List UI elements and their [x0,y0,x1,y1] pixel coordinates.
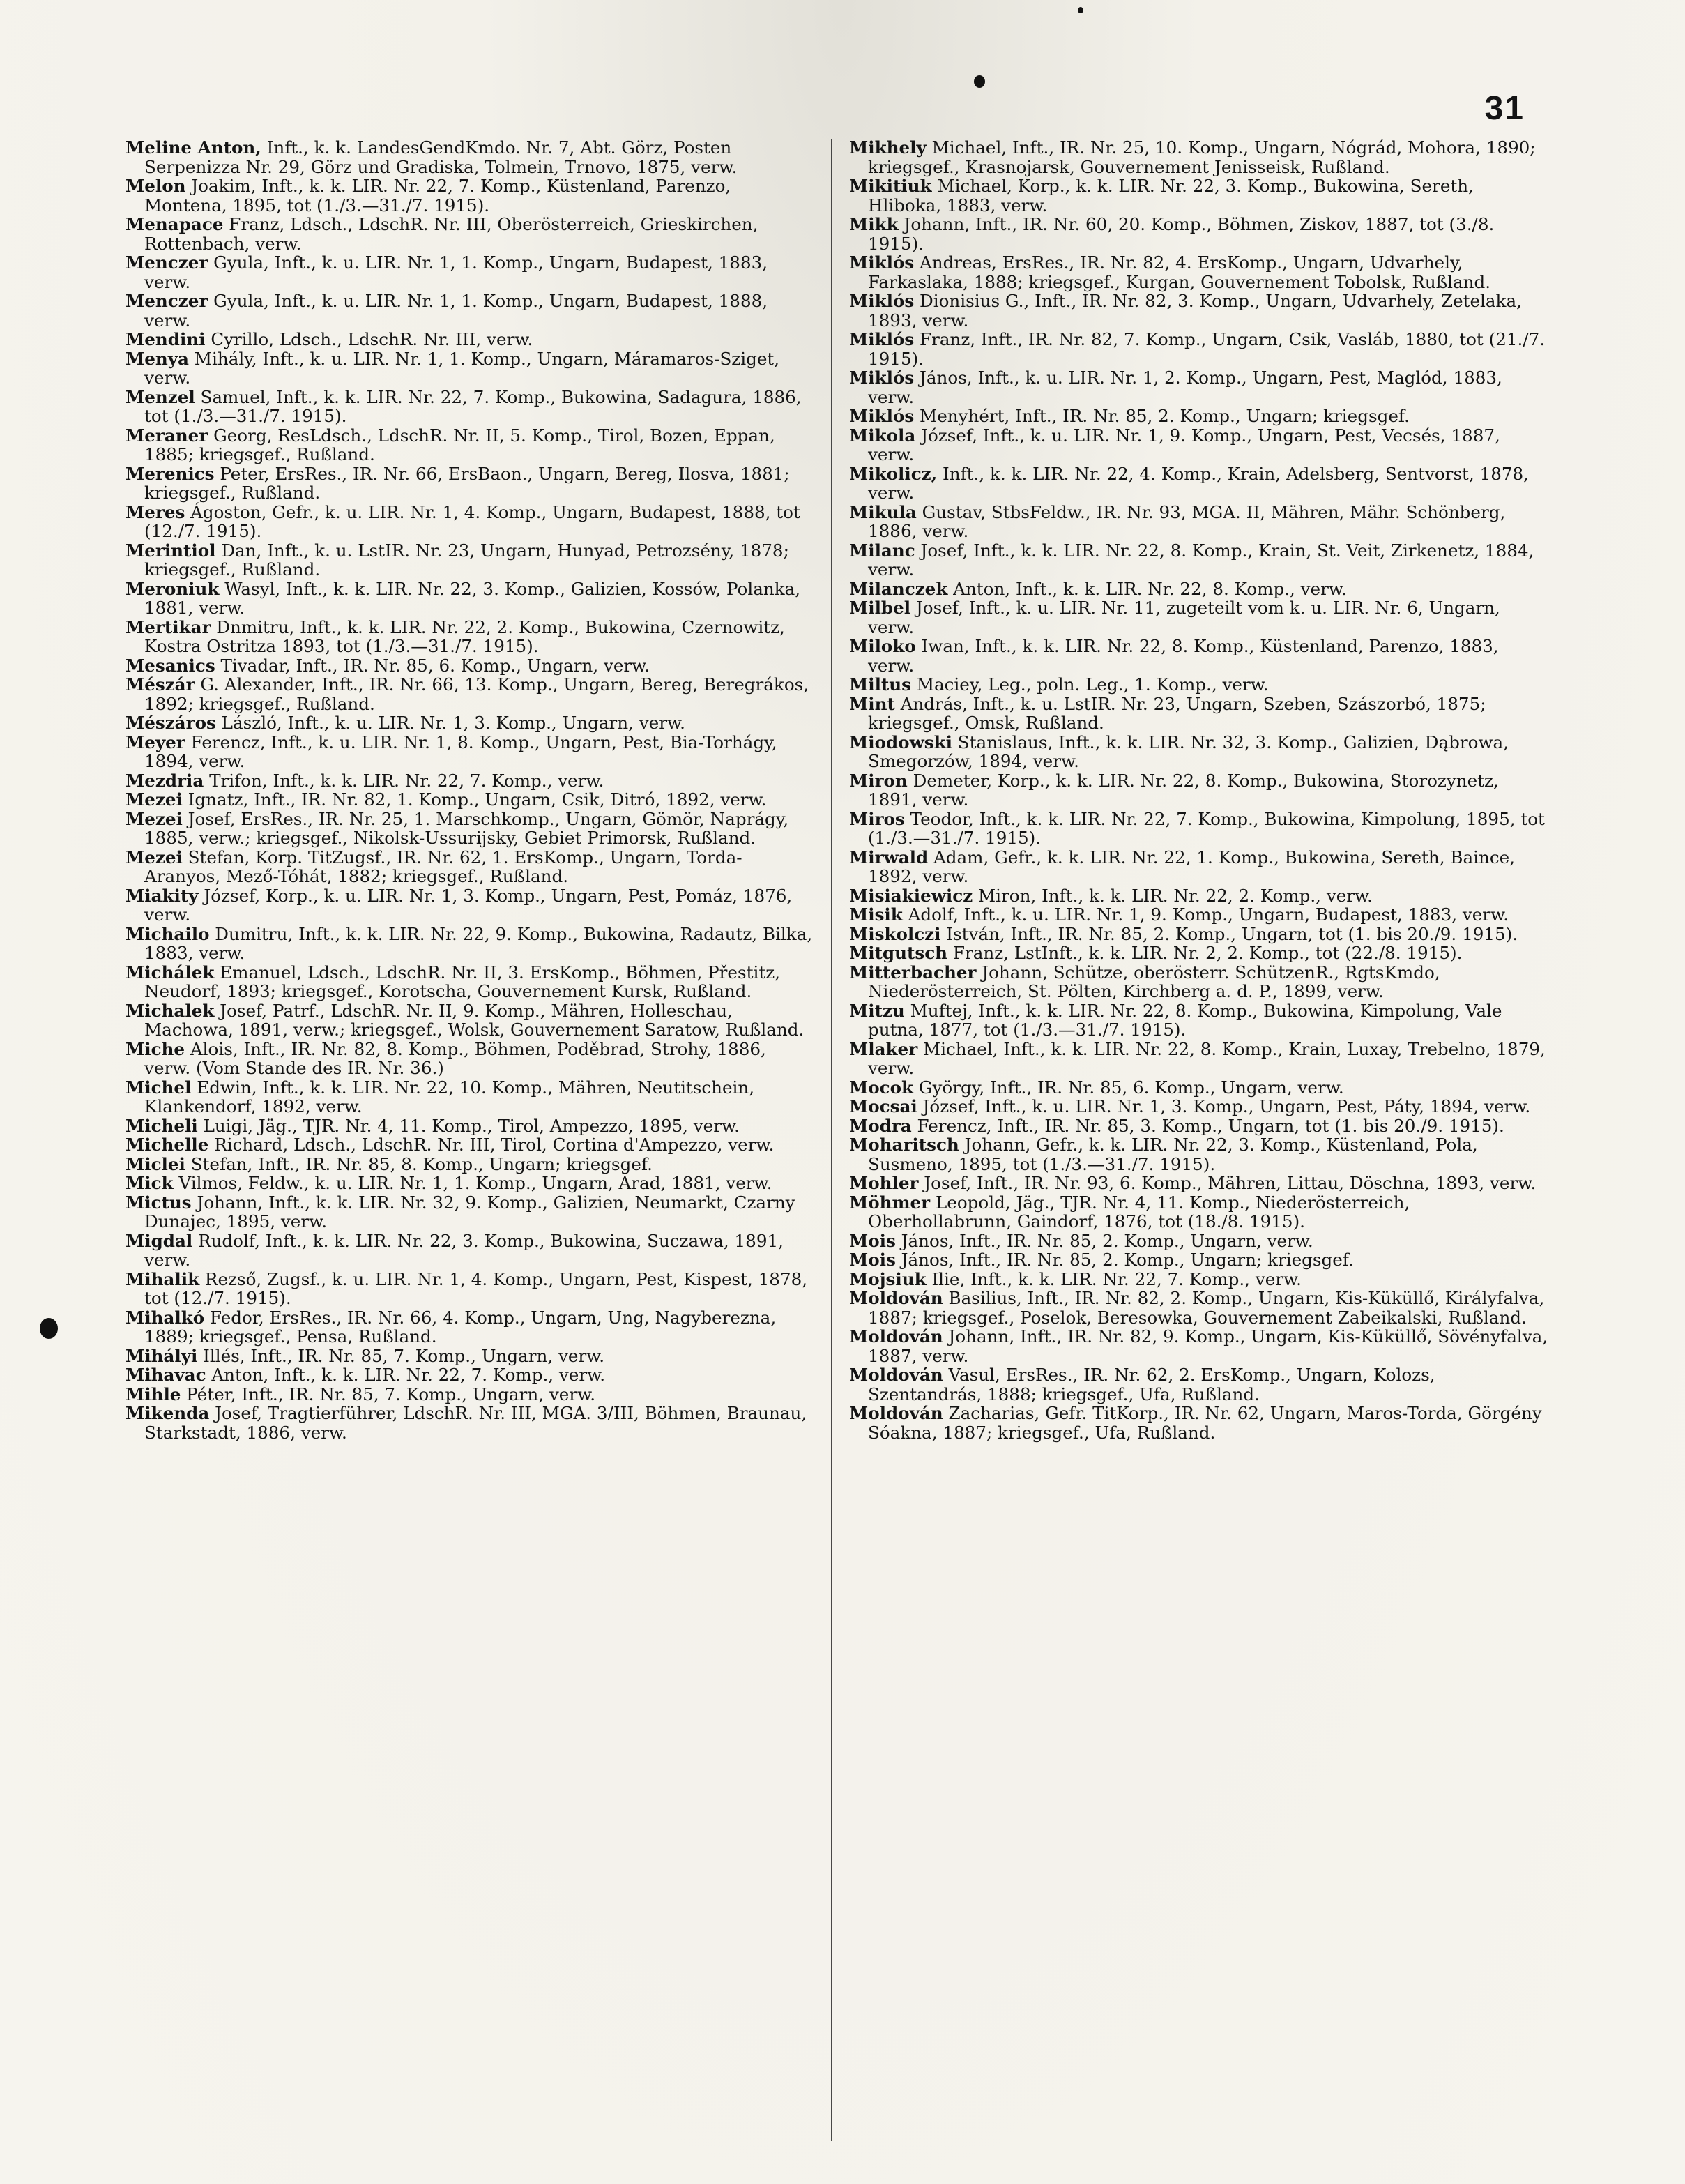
entry-details: István, Inft., IR. Nr. 85, 2. Komp., Ungarn, tot (1. bis 20./9. 1915). [940,923,1518,944]
register-entry [849,1135,1550,1174]
entry-surname: Menczer [125,291,208,311]
entry-surname: Möhmer [849,1192,931,1213]
register-entry [125,1078,816,1116]
register-entry [125,886,816,925]
entry-surname: Moldován [849,1288,943,1308]
entry-surname: Meraner [125,425,208,446]
register-entry [125,1347,816,1366]
register-entry [849,943,1550,963]
entry-surname: Miklós [849,329,915,349]
entry-details: György, Inft., IR. Nr. 85, 6. Komp., Ungarn, verw. [913,1077,1344,1098]
entry-surname: Mezei [125,808,183,829]
register-entry [125,1135,816,1155]
entry-details: Franz, LstInft., k. k. LIR. Nr. 2, 2. Komp., tot (22./8. 1915). [947,943,1463,963]
entry-surname: Micheli [125,1115,198,1136]
register-entry [125,138,816,176]
entry-surname: Mihle [125,1383,181,1404]
entry-details: Johann, Gefr., k. k. LIR. Nr. 22, 3. Komp., Küstenland, Pola, Susmeno, 1895, tot (1./3.—31./7. 1915). [868,1135,1478,1174]
register-entry [849,771,1550,810]
entry-surname: Milanczek [849,578,948,599]
entry-details: Adam, Gefr., k. k. LIR. Nr. 22, 1. Komp., Bukowina, Sereth, Baince, 1892, verw. [868,847,1515,886]
entry-surname: Mezdria [125,770,204,791]
entry-surname: Mikk [849,214,899,234]
entry-surname: Mitterbacher [849,962,977,983]
entry-details: Ágoston, Gefr., k. u. LIR. Nr. 1, 4. Komp., Ungarn, Budapest, 1888, tot (12./7. 1915). [144,501,800,541]
register-entry [125,253,816,291]
register-entry [125,675,816,713]
entry-details: Johann, Inft., IR. Nr. 60, 20. Komp., Böhmen, Ziskov, 1887, tot (3./8. 1915). [868,214,1495,254]
entry-details: Dionisius G., Inft., IR. Nr. 82, 3. Komp., Ungarn, Udvarhely, Zetelaka, 1893, verw. [868,291,1522,331]
register-entry [125,388,816,426]
entry-surname: Mikolicz, [849,463,938,484]
entry-details: Ferencz, Inft., k. u. LIR. Nr. 1, 8. Komp., Ungarn, Pest, Bia-Torhágy, 1894, verw. [144,731,777,771]
entry-details: Joakim, Inft., k. k. LIR. Nr. 22, 7. Komp., Küstenland, Parenzo, Montena, 1895, tot (1./3.—31./7. 1915). [144,176,731,215]
register-entry [849,1078,1550,1098]
entry-details: Josef, Inft., k. k. LIR. Nr. 22, 8. Komp., Krain, St. Veit, Zirkenetz, 1884, verw. [868,540,1534,579]
register-entry [125,349,816,388]
entry-details: Luigi, Jäg., TJR. Nr. 4, 11. Komp., Tirol, Ampezzo, 1895, verw. [197,1115,740,1136]
entry-surname: Mois [849,1250,896,1270]
entry-surname: Mlaker [849,1038,918,1059]
entry-surname: Misik [849,904,903,925]
register-entry [125,848,816,886]
entry-surname: Miclei [125,1153,185,1174]
register-entry [125,1174,816,1193]
register-entry [125,1231,816,1270]
entry-surname: Michelle [125,1135,209,1155]
register-entry [849,253,1550,291]
register-entry [849,848,1550,886]
entry-details: Iwan, Inft., k. k. LIR. Nr. 22, 8. Komp., Küstenland, Parenzo, 1883, verw. [868,636,1499,676]
register-entry [849,925,1550,944]
entry-surname: Merenics [125,463,215,484]
register-entry [125,1365,816,1385]
entry-details: Anton, Inft., k. k. LIR. Nr. 22, 7. Komp., verw. [206,1365,606,1385]
entry-details: József, Korp., k. u. LIR. Nr. 1, 3. Komp., Ungarn, Pest, Pomáz, 1876, verw. [144,885,793,925]
register-entry [849,1193,1550,1231]
entry-surname: Mocsai [849,1096,917,1116]
entry-surname: Menczer [125,252,208,273]
entry-details: János, Inft., IR. Nr. 85, 2. Komp., Ungarn, verw. [895,1230,1313,1251]
register-entry [125,1270,816,1308]
register-entry [849,905,1550,925]
entry-details: Muftej, Inft., k. k. LIR. Nr. 22, 8. Komp., Bukowina, Kimpolung, Vale putna, 1877, tot (1./3.—31./7. 1915). [868,1000,1502,1040]
entry-surname: Miakity [125,885,199,906]
entry-surname: Mihalkó [125,1307,205,1328]
entry-details: Rudolf, Inft., k. k. LIR. Nr. 22, 3. Komp., Bukowina, Suczawa, 1891, verw. [144,1230,784,1270]
register-entry [849,1231,1550,1251]
register-entry [849,1174,1550,1193]
entry-surname: Mihalik [125,1268,200,1289]
entry-surname: Migdal [125,1230,193,1251]
entry-surname: Mendini [125,329,206,349]
entry-surname: Miklós [849,367,915,388]
register-entry [125,1308,816,1347]
entry-details: Dan, Inft., k. u. LstIR. Nr. 23, Ungarn, Hunyad, Petrozsény, 1878; kriegsgef., Rußland. [144,540,789,579]
entry-details: Franz, Inft., IR. Nr. 82, 7. Komp., Ungarn, Csik, Vasláb, 1880, tot (21./7. 1915). [868,329,1546,369]
entry-details: Josef, Patrf., LdschR. Nr. II, 9. Komp., Mähren, Holleschau, Machowa, 1891, verw.; kriegsgef., Wolsk, Gouvernement Saratow, Rußland. [144,1000,805,1040]
register-entry [125,656,816,676]
entry-surname: Moldován [849,1326,943,1347]
register-entry [125,426,816,464]
column-divider [831,139,832,2141]
entry-details: Illés, Inft., IR. Nr. 85, 7. Komp., Ungarn, verw. [197,1345,605,1366]
entry-surname: Moharitsch [849,1135,959,1155]
entry-details: Ilie, Inft., k. k. LIR. Nr. 22, 7. Komp., verw. [926,1268,1302,1289]
right-column [849,138,1550,1442]
entry-surname: Mezei [125,789,183,810]
entry-details: Emanuel, Ldsch., LdschR. Nr. II, 3. ErsKomp., Böhmen, Přestitz, Neudorf, 1893; kriegsgef., Korotscha, Gouvernement Kursk, Rußland. [144,962,780,1001]
register-entry [125,291,816,330]
entry-details: Josef, Tragtierführer, LdschR. Nr. III, MGA. 3/III, Böhmen, Braunau, Starkstadt, 1886, verw. [144,1403,807,1443]
register-entry [849,176,1550,215]
register-entry [125,1385,816,1404]
entry-surname: Miros [849,808,905,829]
entry-details: Menyhért, Inft., IR. Nr. 85, 2. Komp., Ungarn; kriegsgef. [914,406,1410,426]
entry-details: Josef, Inft., k. u. LIR. Nr. 11, zugeteilt vom k. u. LIR. Nr. 6, Ungarn, verw. [868,598,1500,637]
entry-details: Michael, Inft., IR. Nr. 25, 10. Komp., Ungarn, Nógrád, Mohora, 1890; kriegsgef., Krasnojarsk, Gouvernement Jenisseisk, Rußland. [868,137,1536,177]
entry-surname: Miskolczi [849,923,941,944]
entry-details: Josef, Inft., IR. Nr. 93, 6. Komp., Mähren, Littau, Döschna, 1893, verw. [918,1173,1537,1193]
entry-details: Franz, Ldsch., LdschR. Nr. III, Oberösterreich, Grieskirchen, Rottenbach, verw. [144,214,758,254]
entry-details: Maciey, Leg., poln. Leg., 1. Komp., verw. [911,674,1269,695]
register-entry [125,790,816,810]
register-entry [849,1250,1550,1270]
entry-surname: Meroniuk [125,578,220,599]
entry-surname: Mohler [849,1173,919,1193]
register-entry [849,1116,1550,1136]
register-entry [849,215,1550,253]
entry-details: János, Inft., k. u. LIR. Nr. 1, 2. Komp., Ungarn, Pest, Maglód, 1883, verw. [868,367,1502,407]
register-entry [849,637,1550,675]
ink-speck [40,1318,58,1339]
entry-details: Samuel, Inft., k. k. LIR. Nr. 22, 7. Komp., Bukowina, Sadagura, 1886, tot (1./3.—31./7. 1915). [144,386,802,426]
register-entry [849,464,1550,503]
entry-details: Johann, Inft., k. k. LIR. Nr. 32, 9. Komp., Galizien, Neumarkt, Czarny Dunajec, 1895, verw. [144,1192,795,1231]
register-entry [849,810,1550,848]
register-entry [849,675,1550,695]
entry-details: Dumitru, Inft., k. k. LIR. Nr. 22, 9. Komp., Bukowina, Radautz, Bilka, 1883, verw. [144,923,813,963]
entry-surname: Modra [849,1115,912,1136]
entry-surname: Mertikar [125,616,211,637]
entry-surname: Mirwald [849,847,929,867]
ink-speck [974,75,985,88]
register-entry [125,503,816,541]
register-entry [849,579,1550,599]
entry-surname: Miklós [849,406,915,426]
entry-details: Ferencz, Inft., IR. Nr. 85, 3. Komp., Ungarn, tot (1. bis 20./9. 1915). [911,1115,1504,1136]
entry-details: Anton, Inft., k. k. LIR. Nr. 22, 8. Komp., verw. [947,578,1347,599]
entry-details: Zacharias, Gefr. TitKorp., IR. Nr. 62, Ungarn, Maros-Torda, Görgény Sóakna, 1887; kriegsgef., Ufa, Rußland. [868,1403,1542,1443]
entry-surname: Mint [849,693,895,714]
register-entry [849,291,1550,330]
entry-surname: Mikenda [125,1403,210,1423]
entry-details: Gyula, Inft., k. u. LIR. Nr. 1, 1. Komp., Ungarn, Budapest, 1883, verw. [144,252,768,292]
entry-surname: Miche [125,1038,185,1059]
entry-details: Ignatz, Inft., IR. Nr. 82, 1. Komp., Ungarn, Csik, Ditró, 1892, verw. [182,789,767,810]
register-entry [849,541,1550,579]
entry-details: Adolf, Inft., k. u. LIR. Nr. 1, 9. Komp., Ungarn, Budapest, 1883, verw. [902,904,1509,925]
entry-details: Josef, ErsRes., IR. Nr. 25, 1. Marschkomp., Ungarn, Gömör, Naprágy, 1885, verw.; kriegsgef., Nikolsk-Ussurijsky, Gebiet Primorsk, Rußland. [144,808,789,848]
entry-surname: Michel [125,1077,192,1098]
entry-details: Johann, Inft., IR. Nr. 82, 9. Komp., Ungarn, Kis-Küküllő, Sövényfalva, 1887, verw. [868,1326,1548,1366]
register-entry [125,963,816,1001]
register-entry [849,886,1550,906]
entry-surname: Mihavac [125,1365,206,1385]
entry-details: Alois, Inft., IR. Nr. 82, 8. Komp., Böhmen, Poděbrad, Strohy, 1886, verw. (Vom Stande des IR. Nr. 36.) [144,1038,766,1078]
entry-surname: Mesanics [125,655,215,676]
entry-details: G. Alexander, Inft., IR. Nr. 66, 13. Komp., Ungarn, Bereg, Beregrákos, 1892; kriegsgef., Rußland. [144,674,809,714]
entry-surname: Milanc [849,540,915,561]
entry-surname: Melon [125,176,186,196]
entry-details: Rezső, Zugsf., k. u. LIR. Nr. 1, 4. Komp., Ungarn, Pest, Kispest, 1878, tot (12./7. 1915). [144,1268,808,1308]
page-number: 31 [1484,90,1525,127]
entry-surname: Moldován [849,1365,943,1385]
register-entry [125,1116,816,1136]
entry-surname: Michailo [125,923,210,944]
register-entry [125,176,816,215]
entry-details: Wasyl, Inft., k. k. LIR. Nr. 22, 3. Komp., Galizien, Kossów, Polanka, 1881, verw. [144,578,801,618]
entry-surname: Mikola [849,425,916,446]
entry-surname: Menya [125,348,189,369]
register-entry [849,1365,1550,1404]
register-entry [849,598,1550,637]
entry-surname: Meres [125,501,185,522]
entry-details: Peter, ErsRes., IR. Nr. 66, ErsBaon., Ungarn, Bereg, Ilosva, 1881; kriegsgef., Rußland. [144,463,790,503]
entry-surname: Miodowski [849,731,952,752]
entry-surname: Michálek [125,962,215,983]
entry-details: Inft., k. k. LandesGendKmdo. Nr. 7, Abt. Görz, Posten Serpenizza Nr. 29, Görz und Gradiska, Tolmein, Trnovo, 1875, verw. [144,137,738,177]
entry-surname: Menzel [125,386,195,407]
entry-surname: Miklós [849,252,915,273]
register-entry [849,138,1550,176]
register-entry [125,1404,816,1442]
entry-details: Demeter, Korp., k. k. LIR. Nr. 22, 8. Komp., Bukowina, Storozynetz, 1891, verw. [868,770,1499,810]
register-entry [849,1327,1550,1365]
entry-details: Cyrillo, Ldsch., LdschR. Nr. III, verw. [205,329,533,349]
register-entry [849,368,1550,407]
entry-surname: Moldován [849,1403,943,1423]
entry-details: Stefan, Korp. TitZugsf., IR. Nr. 62, 1. ErsKomp., Ungarn, Torda-Aranyos, Mező-Tóhát, 1882; kriegsgef., Rußland. [144,847,742,886]
register-entry [125,579,816,618]
register-entry [849,1270,1550,1289]
entry-surname: Mitzu [849,1000,905,1021]
register-entry [849,963,1550,1001]
entry-details: Teodor, Inft., k. k. LIR. Nr. 22, 7. Komp., Bukowina, Kimpolung, 1895, tot (1./3.—31./7. 1915). [868,808,1545,848]
entry-surname: Miklós [849,291,915,311]
entry-surname: Misiakiewicz [849,885,973,906]
entry-details: Trifon, Inft., k. k. LIR. Nr. 22, 7. Komp., verw. [204,770,604,791]
entry-details: Tivadar, Inft., IR. Nr. 85, 6. Komp., Ungarn, verw. [215,655,650,676]
register-entry [849,1001,1550,1040]
register-entry [125,771,816,791]
entry-details: Vilmos, Feldw., k. u. LIR. Nr. 1, 1. Komp., Ungarn, Arad, 1881, verw. [173,1173,772,1193]
entry-surname: Mészáros [125,713,216,733]
entry-details: Edwin, Inft., k. k. LIR. Nr. 22, 10. Komp., Mähren, Neutitschein, Klankendorf, 1892, verw. [144,1077,755,1116]
register-entry [125,618,816,656]
entry-details: Gyula, Inft., k. u. LIR. Nr. 1, 1. Komp., Ungarn, Budapest, 1888, verw. [144,291,768,331]
entry-surname: Meline Anton, [125,137,261,158]
entry-surname: Mitgutsch [849,943,948,963]
entry-details: Andreas, ErsRes., IR. Nr. 82, 4. ErsKomp., Ungarn, Udvarhely, Farkaslaka, 1888; kriegsgef., Kurgan, Gouvernement Tobolsk, Rußland. [868,252,1491,292]
entry-details: Inft., k. k. LIR. Nr. 22, 4. Komp., Krain, Adelsberg, Sentvorst, 1878, verw. [868,463,1529,503]
entry-details: Richard, Ldsch., LdschR. Nr. III, Tirol, Cortina d'Ampezzo, verw. [208,1135,775,1155]
register-entry [125,1193,816,1231]
entry-surname: Merintiol [125,540,216,561]
register-entry [125,1155,816,1174]
register-entry [849,503,1550,541]
entry-details: Gustav, StbsFeldw., IR. Nr. 93, MGA. II, Mähren, Mähr. Schönberg, 1886, verw. [868,501,1506,541]
register-entry [849,407,1550,426]
register-entry [849,1289,1550,1327]
register-entry [849,330,1550,368]
entry-details: László, Inft., k. u. LIR. Nr. 1, 3. Komp., Ungarn, verw. [215,713,685,733]
entry-surname: Mikitiuk [849,176,932,196]
entry-surname: Michalek [125,1000,215,1021]
register-entry [849,1404,1550,1442]
entry-surname: Mojsiuk [849,1268,927,1289]
register-entry [849,695,1550,733]
entry-surname: Mikula [849,501,917,522]
entry-surname: Mezei [125,847,183,867]
entry-surname: Mick [125,1173,174,1193]
entry-details: Leopold, Jäg., TJR. Nr. 4, 11. Komp., Niederösterreich, Oberhollabrunn, Gaindorf, 1876, tot (18./8. 1915). [868,1192,1410,1231]
register-entry [125,733,816,771]
entry-details: Michael, Inft., k. k. LIR. Nr. 22, 8. Komp., Krain, Luxay, Trebelno, 1879, verw. [868,1038,1546,1078]
entry-surname: Mictus [125,1192,192,1213]
register-entry [849,1040,1550,1078]
entry-surname: Mikhely [849,137,927,158]
entry-details: Péter, Inft., IR. Nr. 85, 7. Komp., Ungarn, verw. [181,1383,596,1404]
entry-surname: Mois [849,1230,896,1251]
entry-surname: Miron [849,770,908,791]
entry-details: József, Inft., k. u. LIR. Nr. 1, 9. Komp., Ungarn, Pest, Vecsés, 1887, verw. [868,425,1500,464]
entry-details: Georg, ResLdsch., LdschR. Nr. II, 5. Komp., Tirol, Bozen, Eppan, 1885; kriegsgef., Rußland. [144,425,775,464]
entry-surname: Milbel [849,598,911,618]
register-entry [125,541,816,579]
entry-details: Fedor, ErsRes., IR. Nr. 66, 4. Komp., Ungarn, Ung, Nagyberezna, 1889; kriegsgef., Pensa, Rußland. [144,1307,777,1347]
register-entry [125,464,816,503]
entry-details: András, Inft., k. u. LstIR. Nr. 23, Ungarn, Szeben, Szászorbó, 1875; kriegsgef., Omsk, Rußland. [868,693,1486,733]
entry-details: Michael, Korp., k. k. LIR. Nr. 22, 3. Komp., Bukowina, Sereth, Hliboka, 1883, verw. [868,176,1474,215]
register-entry [849,426,1550,464]
entry-surname: Miltus [849,674,911,695]
entry-details: János, Inft., IR. Nr. 85, 2. Komp., Ungarn; kriegsgef. [895,1250,1354,1270]
entry-details: József, Inft., k. u. LIR. Nr. 1, 3. Komp., Ungarn, Pest, Páty, 1894, verw. [917,1096,1531,1116]
entry-details: Stanislaus, Inft., k. k. LIR. Nr. 32, 3. Komp., Galizien, Dąbrowa, Smegorzów, 1894, verw. [868,731,1509,771]
entry-details: Miron, Inft., k. k. LIR. Nr. 22, 2. Komp., verw. [973,885,1373,906]
register-entry [125,215,816,253]
entry-details: Vasul, ErsRes., IR. Nr. 62, 2. ErsKomp., Ungarn, Kolozs, Szentandrás, 1888; kriegsgef., Ufa, Rußland. [868,1365,1435,1404]
register-entry [125,810,816,848]
entry-surname: Mocok [849,1077,914,1098]
entry-surname: Mihályi [125,1345,198,1366]
register-entry [125,1040,816,1078]
entry-details: Stefan, Inft., IR. Nr. 85, 8. Komp., Ungarn; kriegsgef. [185,1153,653,1174]
register-entry [125,1001,816,1040]
register-entry [125,713,816,733]
entry-details: Johann, Schütze, oberösterr. SchützenR., RgtsKmdo, Niederösterreich, St. Pölten, Kirchberg a. d. P., 1899, verw. [868,962,1440,1001]
entry-surname: Miloko [849,636,916,656]
left-column [125,138,816,1442]
entry-surname: Menapace [125,214,224,234]
entry-surname: Meyer [125,731,185,752]
register-entry [849,1097,1550,1116]
entry-details: Mihály, Inft., k. u. LIR. Nr. 1, 1. Komp., Ungarn, Máramaros-Sziget, verw. [144,348,780,388]
register-entry [125,330,816,349]
register-entry [849,733,1550,771]
entry-details: Dnmitru, Inft., k. k. LIR. Nr. 22, 2. Komp., Bukowina, Czernowitz, Kostra Ostritza 1893, tot (1./3.—31./7. 1915). [144,616,785,656]
entry-surname: Mészár [125,674,195,695]
ink-speck [1078,7,1083,13]
entry-details: Basilius, Inft., IR. Nr. 82, 2. Komp., Ungarn, Kis-Küküllő, Királyfalva, 1887; kriegsgef., Poselok, Beresowka, Gouvernement Zabeikalski, Rußland. [868,1288,1545,1328]
register-entry [125,925,816,963]
